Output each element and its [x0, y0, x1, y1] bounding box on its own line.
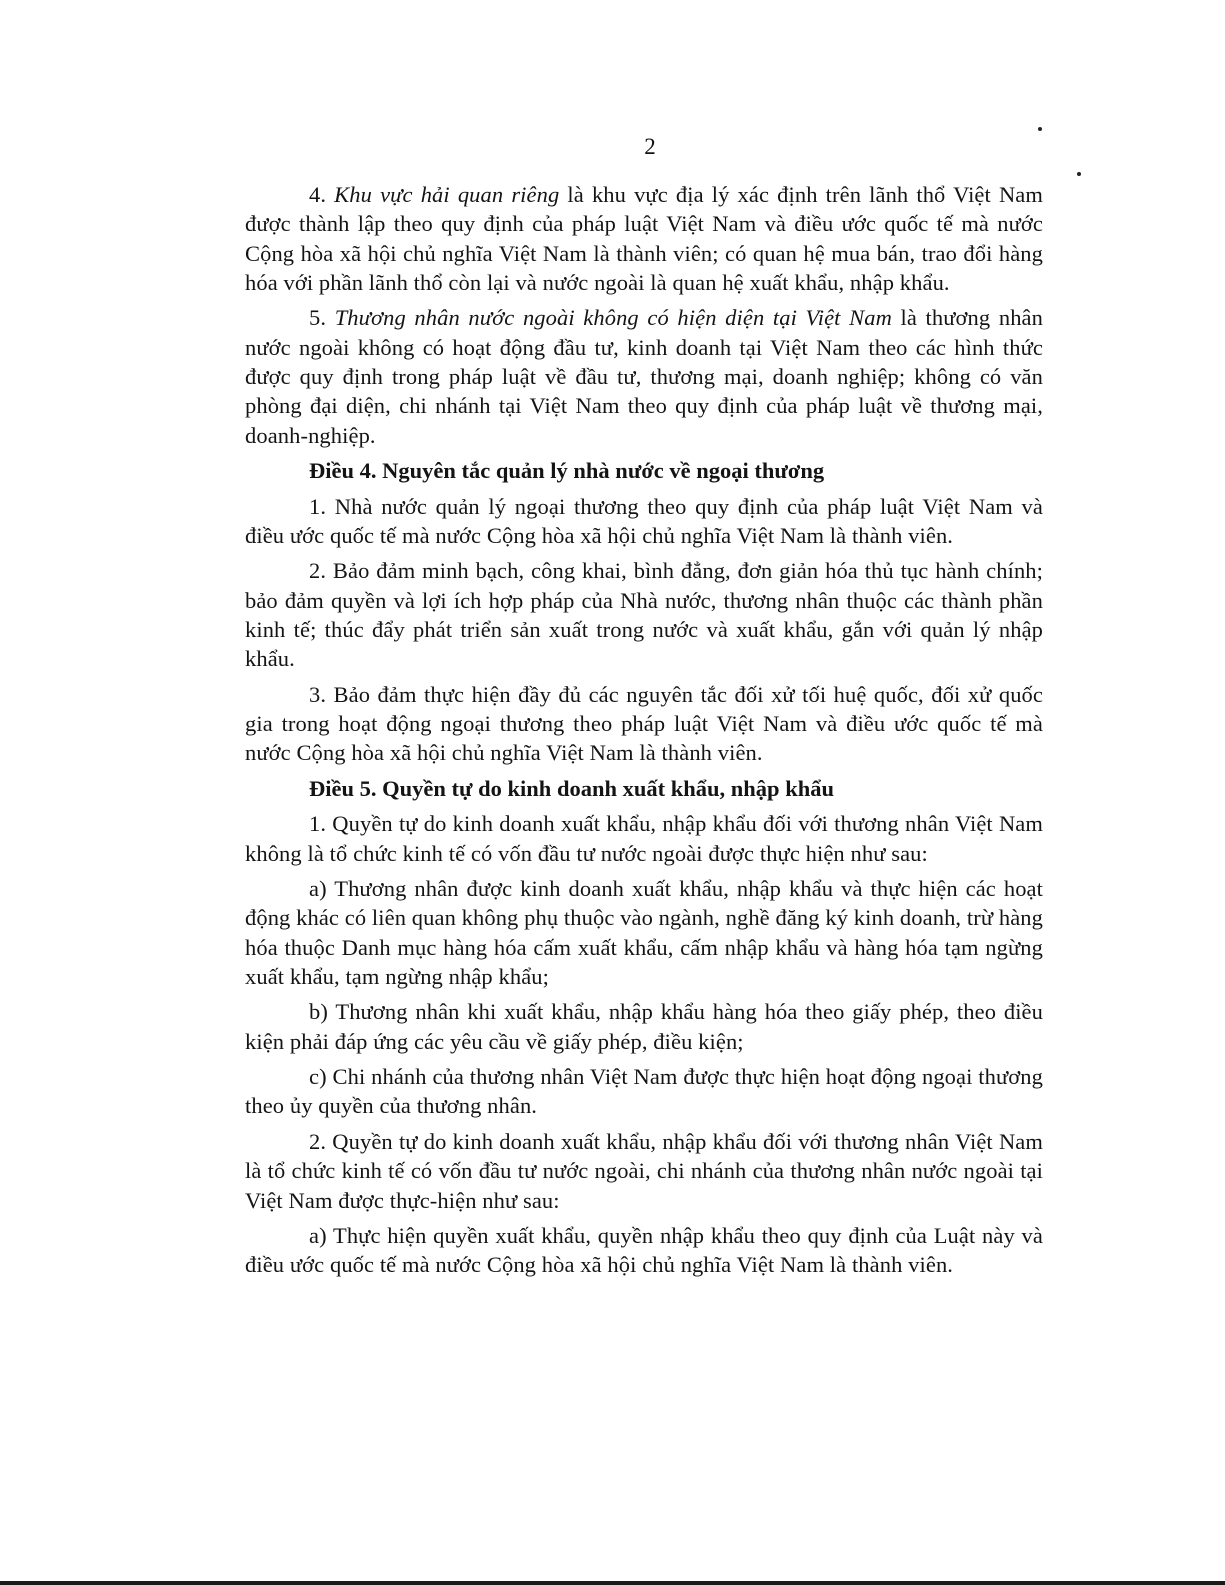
- clause-number: 5.: [309, 305, 335, 331]
- scan-edge-line: [0, 1581, 1225, 1585]
- definition-text: là thương nhân nước ngoài không có hoạt động đầu tư, kinh doanh tại Việt Nam theo các hình thức được quy định trong pháp luật về đầu tư, thương mại, doanh nghiệp; không có văn phòng đại diện, chi nhánh tại Việt Nam theo quy định của pháp luật về thương mại, doanh-nghiệp.: [245, 305, 1043, 448]
- article-4-heading: Điều 4. Nguyên tắc quản lý nhà nước về ngoại thương: [309, 458, 825, 484]
- page-body: [245, 180, 1043, 1286]
- article-4-clause-1: 1. Nhà nước quản lý ngoại thương theo quy định của pháp luật Việt Nam và điều ước quốc tế mà nước Cộng hòa xã hội chủ nghĩa Việt Nam là thành viên.: [245, 493, 1043, 548]
- article-5-clause-2-point-a: a) Thực hiện quyền xuất khẩu, quyền nhập khẩu theo quy định của Luật này và điều ước quốc tế mà nước Cộng hòa xã hội chủ nghĩa Việt Nam là thành viên.: [245, 1223, 1043, 1278]
- defined-term: Khu vực hải quan riêng: [334, 182, 560, 207]
- scan-speck: [1077, 172, 1081, 176]
- article-5-clause-2: 2. Quyền tự do kinh doanh xuất khẩu, nhập khẩu đối với thương nhân Việt Nam là tổ chức kinh tế có vốn đầu tư nước ngoài, chi nhánh của thương nhân nước ngoài tại Việt Nam được thực-hiện như sau:: [245, 1128, 1043, 1213]
- article-5-clause-1-point-b: b) Thương nhân khi xuất khẩu, nhập khẩu hàng hóa theo giấy phép, theo điều kiện phải đáp ứng các yêu cầu về giấy phép, điều kiện;: [245, 999, 1043, 1054]
- clause-5-definition: [245, 303, 1043, 449]
- defined-term: Thương nhân nước ngoài không có hiện diện tại Việt Nam: [334, 305, 892, 331]
- clause-4-definition: [245, 180, 1043, 297]
- article-5-clause-1-point-c: c) Chi nhánh của thương nhân Việt Nam được thực hiện hoạt động ngoại thương theo ủy quyền của thương nhân.: [245, 1064, 1043, 1119]
- definition-text: là khu vực địa lý xác định trên lãnh thổ Việt Nam được thành lập theo quy định của pháp luật Việt Nam và điều ước quốc tế mà nước Cộng hòa xã hội chủ nghĩa Việt Nam là thành viên; có quan hệ mua bán, trao đổi hàng hóa với phần lãnh thổ còn lại và nước ngoài là quan hệ xuất khẩu, nhập khẩu.: [245, 182, 1043, 295]
- clause-number: 4.: [309, 182, 335, 207]
- article-4-clause-2: 2. Bảo đảm minh bạch, công khai, bình đẳng, đơn giản hóa thủ tục hành chính; bảo đảm quyền và lợi ích hợp pháp của Nhà nước, thương nhân thuộc các thành phần kinh tế; thúc đẩy phát triển sản xuất trong nước và xuất khẩu, gắn với quản lý nhập khẩu.: [245, 558, 1043, 672]
- article-5-heading: Điều 5. Quyền tự do kinh doanh xuất khẩu, nhập khẩu: [309, 775, 834, 801]
- scan-speck: [1038, 127, 1042, 131]
- article-5-clause-1: 1. Quyền tự do kinh doanh xuất khẩu, nhập khẩu đối với thương nhân Việt Nam không là tổ chức kinh tế có vốn đầu tư nước ngoài được thực hiện như sau:: [245, 811, 1043, 866]
- article-5-clause-1-point-a: a) Thương nhân được kinh doanh xuất khẩu, nhập khẩu và thực hiện các hoạt động khác có liên quan không phụ thuộc vào ngành, nghề đăng ký kinh doanh, trừ hàng hóa thuộc Danh mục hàng hóa cấm xuất khẩu, cấm nhập khẩu và hàng hóa tạm ngừng xuất khẩu, tạm ngừng nhập khẩu;: [245, 876, 1043, 989]
- page-number: 2: [644, 134, 656, 159]
- article-4-clause-3: 3. Bảo đảm thực hiện đầy đủ các nguyên tắc đối xử tối huệ quốc, đối xử quốc gia trong hoạt động ngoại thương theo pháp luật Việt Nam và điều ước quốc tế mà nước Cộng hòa xã hội chủ nghĩa Việt Nam là thành viên.: [245, 681, 1043, 766]
